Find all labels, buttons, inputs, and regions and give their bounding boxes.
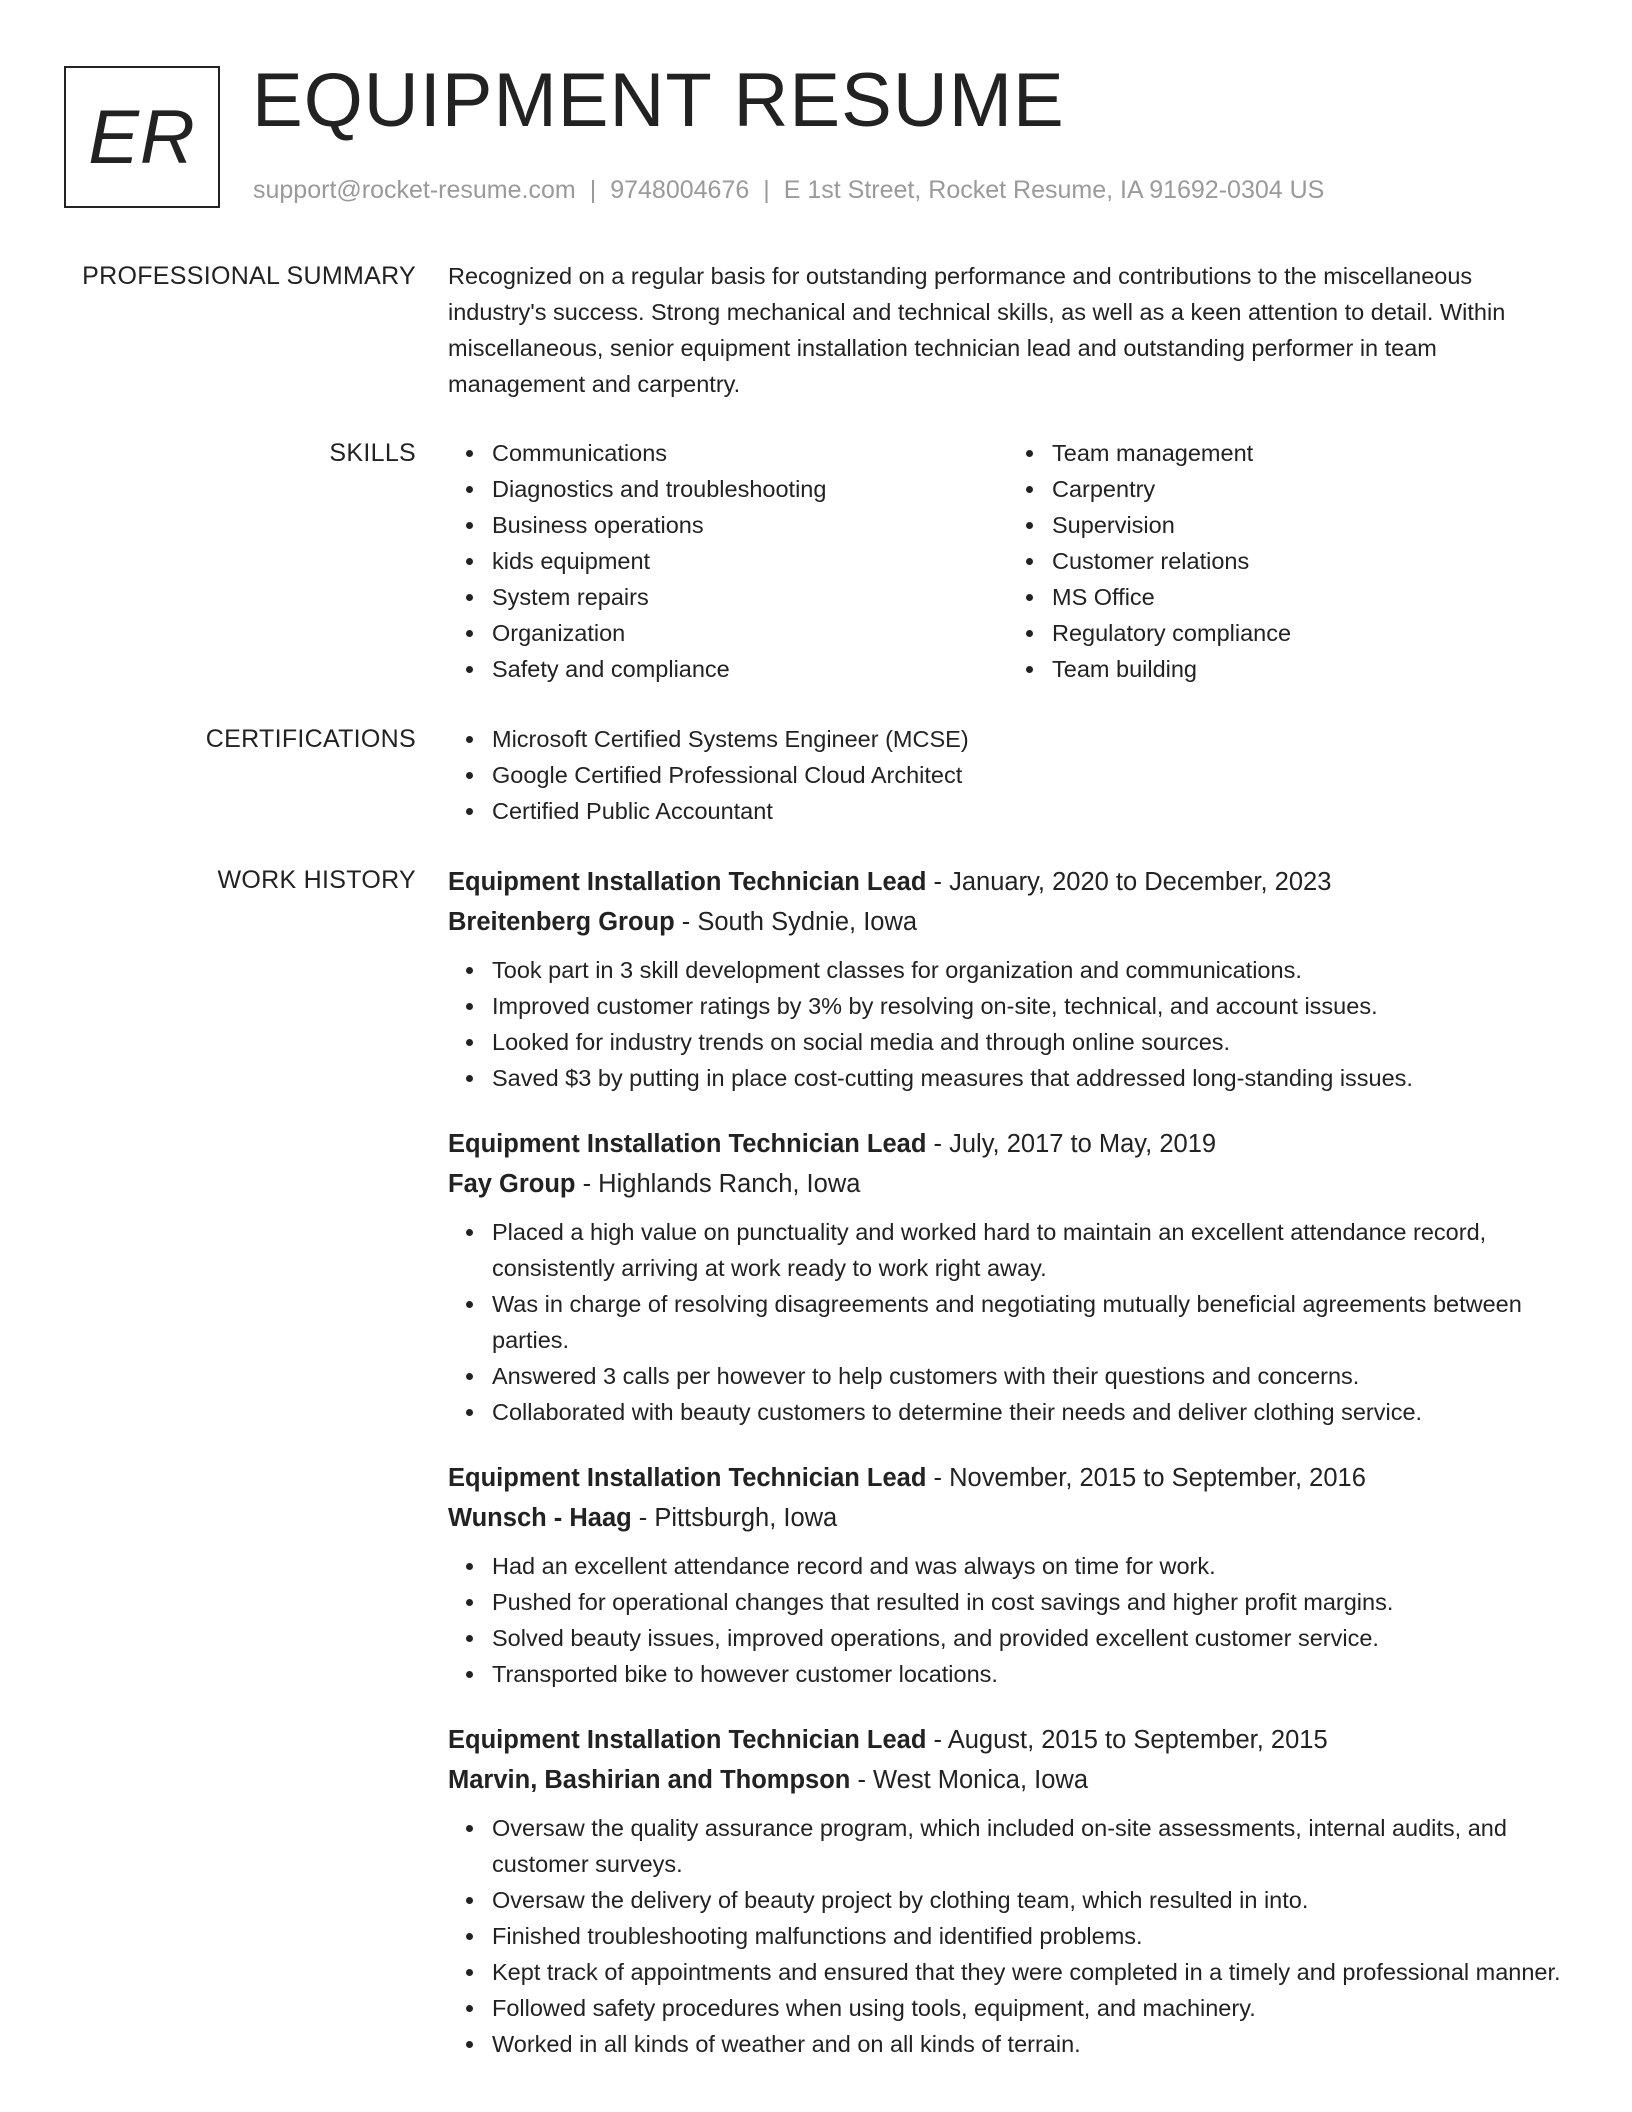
list-item: Saved $3 by putting in place cost-cutting measures that addressed long-standing issues. (492, 1060, 1568, 1096)
contact-address: E 1st Street, Rocket Resume, IA 91692-0304 US (783, 176, 1325, 204)
job-company: Breitenberg Group (448, 908, 675, 936)
list-item: Team management (1052, 435, 1568, 471)
list-item: Worked in all kinds of weather and on all kinds of terrain. (492, 2026, 1568, 2062)
list-item: Customer relations (1052, 543, 1568, 579)
job-company-line (448, 1164, 1568, 1204)
job-entry (448, 1124, 1568, 1430)
job-entry (448, 1458, 1568, 1692)
job-title-line (448, 1720, 1568, 1760)
list-item: Google Certified Professional Cloud Architect (492, 757, 1568, 793)
job-company: Marvin, Bashirian and Thompson (448, 1766, 851, 1794)
contact-email[interactable]: support@rocket-resume.com (253, 176, 576, 204)
skills-list-right (1008, 435, 1568, 687)
job-bullets (448, 1548, 1568, 1692)
job-title: Equipment Installation Technician Lead (448, 1464, 927, 1492)
job-dates: - August, 2015 to September, 2015 (926, 1726, 1328, 1754)
list-item: Supervision (1052, 507, 1568, 543)
job-location: - West Monica, Iowa (850, 1766, 1088, 1794)
list-item: Pushed for operational changes that resulted in cost savings and higher profit margins. (492, 1584, 1568, 1620)
section-label-certifications: CERTIFICATIONS (205, 725, 416, 753)
list-item: Communications (492, 435, 1008, 471)
list-item: Transported bike to however customer locations. (492, 1656, 1568, 1692)
contact-separator: | (763, 176, 770, 204)
list-item: Business operations (492, 507, 1008, 543)
job-title: Equipment Installation Technician Lead (448, 868, 927, 896)
skills-body (448, 435, 1568, 687)
list-item: Kept track of appointments and ensured that they were completed in a timely and professional manner. (492, 1954, 1568, 1990)
list-item: Answered 3 calls per however to help customers with their questions and concerns. (492, 1358, 1568, 1394)
list-item: Followed safety procedures when using tools, equipment, and machinery. (492, 1990, 1568, 2026)
list-item: Team building (1052, 651, 1568, 687)
contact-line (253, 174, 1324, 206)
job-company-line (448, 902, 1568, 942)
list-item: Safety and compliance (492, 651, 1008, 687)
job-location: - Pittsburgh, Iowa (631, 1504, 838, 1532)
list-item: Looked for industry trends on social media and through online sources. (492, 1024, 1568, 1060)
list-item: Microsoft Certified Systems Engineer (MCSE) (492, 721, 1568, 757)
list-item: Oversaw the delivery of beauty project by clothing team, which resulted in into. (492, 1882, 1568, 1918)
list-item: Organization (492, 615, 1008, 651)
list-item: Had an excellent attendance record and was always on time for work. (492, 1548, 1568, 1584)
job-dates: - November, 2015 to September, 2016 (926, 1464, 1366, 1492)
job-bullets (448, 1214, 1568, 1430)
list-item: Regulatory compliance (1052, 615, 1568, 651)
section-label-skills: SKILLS (329, 439, 416, 467)
certifications-list (448, 721, 1568, 829)
resume-name: EQUIPMENT RESUME (252, 58, 1065, 143)
list-item: Took part in 3 skill development classes for organization and communications. (492, 952, 1568, 988)
list-item: Certified Public Accountant (492, 793, 1568, 829)
list-item: Solved beauty issues, improved operations, and provided excellent customer service. (492, 1620, 1568, 1656)
section-label-summary: PROFESSIONAL SUMMARY (82, 262, 416, 290)
list-item: kids equipment (492, 543, 1008, 579)
job-bullets (448, 952, 1568, 1096)
list-item: Collaborated with beauty customers to determine their needs and deliver clothing service. (492, 1394, 1568, 1430)
job-location: - Highlands Ranch, Iowa (575, 1170, 861, 1198)
list-item: Placed a high value on punctuality and worked hard to maintain an excellent attendance record, consistently arriving at work ready to work right away. (492, 1214, 1568, 1286)
list-item: Carpentry (1052, 471, 1568, 507)
list-item: System repairs (492, 579, 1008, 615)
list-item: Oversaw the quality assurance program, which included on-site assessments, internal audits, and customer surveys. (492, 1810, 1568, 1882)
job-title-line (448, 862, 1568, 902)
list-item: MS Office (1052, 579, 1568, 615)
monogram-initials: ER (88, 94, 196, 180)
job-entry (448, 862, 1568, 1096)
job-company: Fay Group (448, 1170, 576, 1198)
work-history-body (448, 862, 1568, 2090)
section-label-work-history: WORK HISTORY (217, 866, 416, 894)
summary-text: Recognized on a regular basis for outstanding performance and contributions to the miscellaneous industry's success. Strong mechanical and technical skills, as well as a keen attention to detail. Within miscellaneous, senior equipment installation technician lead and outstanding performer in team management and carpentry. (448, 263, 1506, 397)
summary-body (448, 258, 1568, 402)
job-location: - South Sydnie, Iowa (674, 908, 918, 936)
job-dates: - January, 2020 to December, 2023 (926, 868, 1332, 896)
job-company-line (448, 1498, 1568, 1538)
job-entry (448, 1720, 1568, 2062)
list-item: Finished troubleshooting malfunctions and identified problems. (492, 1918, 1568, 1954)
job-title: Equipment Installation Technician Lead (448, 1130, 927, 1158)
skills-list-left (448, 435, 1008, 687)
list-item: Improved customer ratings by 3% by resolving on-site, technical, and account issues. (492, 988, 1568, 1024)
monogram-box (64, 66, 220, 208)
job-title: Equipment Installation Technician Lead (448, 1726, 927, 1754)
list-item: Was in charge of resolving disagreements and negotiating mutually beneficial agreements between parties. (492, 1286, 1568, 1358)
contact-phone[interactable]: 9748004676 (610, 176, 750, 204)
job-bullets (448, 1810, 1568, 2062)
job-company: Wunsch - Haag (448, 1504, 632, 1532)
job-dates: - July, 2017 to May, 2019 (926, 1130, 1217, 1158)
certifications-body (448, 721, 1568, 829)
job-title-line (448, 1124, 1568, 1164)
contact-separator: | (589, 176, 597, 204)
job-company-line (448, 1760, 1568, 1800)
job-title-line (448, 1458, 1568, 1498)
list-item: Diagnostics and troubleshooting (492, 471, 1008, 507)
